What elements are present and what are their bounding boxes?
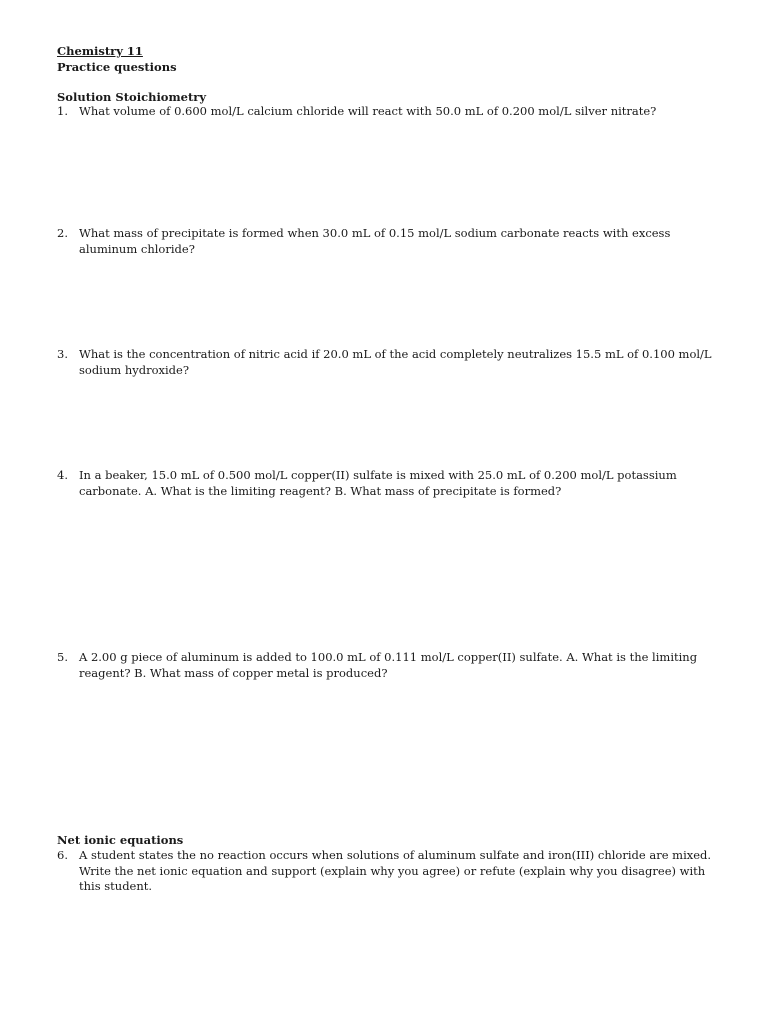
question-number: 2. [57, 226, 68, 240]
question-1 [57, 104, 717, 120]
question-text: A student states the no reaction occurs when solutions of aluminum sulfate and iron(III) chloride are mixed. Write the net ionic equation and support (explain why you agree) or refute (explain why you disagree) with this student. [79, 848, 712, 893]
question-3 [57, 347, 717, 378]
question-2 [57, 226, 717, 257]
question-number: 4. [57, 468, 68, 482]
question-number: 6. [57, 848, 68, 862]
question-text: What is the concentration of nitric acid if 20.0 mL of the acid completely neutralizes 15.5 mL of 0.100 mol/L sodium hydroxide? [79, 347, 712, 377]
question-text: What volume of 0.600 mol/L calcium chloride will react with 50.0 mL of 0.200 mol/L silver nitrate? [79, 104, 657, 118]
question-number: 3. [57, 347, 68, 361]
question-5 [57, 650, 717, 681]
worksheet-subtitle: Practice questions [57, 60, 177, 74]
course-title: Chemistry 11 [57, 44, 143, 58]
question-text: A 2.00 g piece of aluminum is added to 100.0 mL of 0.111 mol/L copper(II) sulfate. A. What is the limiting reagent? B. What mass of copper metal is produced? [79, 650, 698, 680]
question-6 [57, 848, 717, 895]
question-4 [57, 468, 717, 499]
question-number: 5. [57, 650, 68, 664]
section-heading-stoichiometry: Solution Stoichiometry [57, 90, 207, 104]
question-text: What mass of precipitate is formed when 30.0 mL of 0.15 mol/L sodium carbonate reacts with excess aluminum chloride? [79, 226, 671, 256]
section-heading-net-ionic: Net ionic equations [57, 833, 184, 847]
question-text: In a beaker, 15.0 mL of 0.500 mol/L copper(II) sulfate is mixed with 25.0 mL of 0.200 mol/L potassium carbonate. A. What is the limiting reagent? B. What mass of precipitate is formed? [79, 468, 677, 498]
question-number: 1. [57, 104, 68, 118]
